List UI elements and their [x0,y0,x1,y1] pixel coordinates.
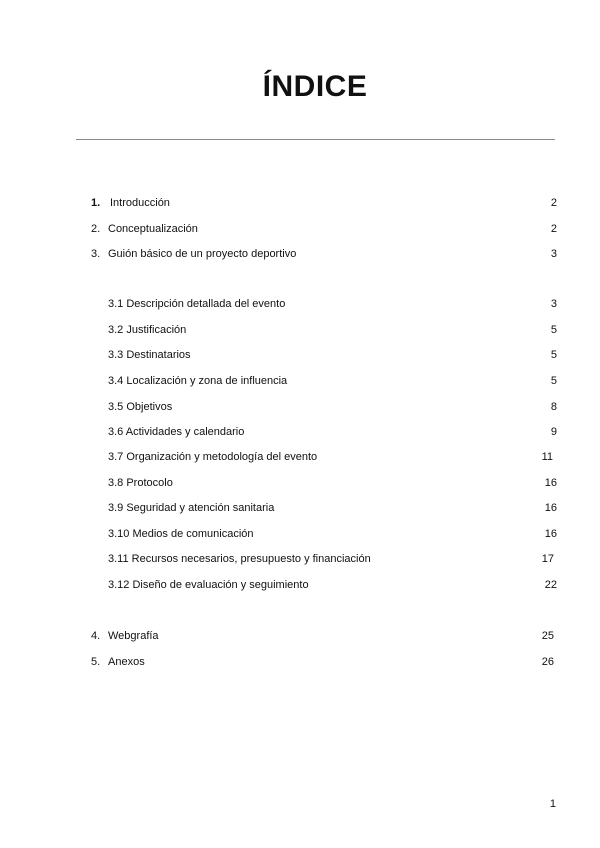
toc-entry-page: 26 [541,656,554,668]
toc-entry-number: 3. [91,248,101,260]
toc-subentry-page: 5 [550,349,557,361]
toc-subentry-label: 3.4 Localización y zona de influencia [108,375,288,387]
toc-entry-number: 2. [91,223,101,235]
toc-entry-number: 5. [91,656,101,668]
toc-subentry-label: 3.3 Destinatarios [108,349,191,361]
toc-entry-label: Anexos [108,656,145,668]
toc-subentry-page: 16 [544,528,557,540]
page-title: ÍNDICE [262,70,368,103]
toc-entry-number: 4. [91,630,101,642]
toc-subentry-label: 3.7 Organización y metodología del evento [108,451,318,463]
toc-subentry-label: 3.5 Objetivos [108,401,173,413]
toc-subentry-label: 3.6 Actividades y calendario [108,426,245,438]
toc-entry-label: Webgrafía [108,630,159,642]
toc-subentry-label: 3.9 Seguridad y atención sanitaria [108,502,275,514]
toc-entry-page: 2 [550,223,557,235]
toc-entry-label: Guión básico de un proyecto deportivo [108,248,297,260]
title-divider [76,139,555,140]
toc-subentry-label: 3.11 Recursos necesarios, presupuesto y financiación [108,553,371,565]
toc-entry-page: 3 [550,248,557,260]
toc-subentry-page: 5 [550,375,557,387]
toc-subentry-page: 3 [550,298,557,310]
toc-subentry-page: 22 [544,579,557,591]
toc-subentry-page: 5 [550,324,557,336]
toc-entry-label: Introducción [110,197,170,209]
toc-entry-page: 25 [541,630,554,642]
toc-entry-page: 2 [550,197,557,209]
page-number: 1 [549,798,556,810]
toc-subentry-label: 3.10 Medios de comunicación [108,528,254,540]
toc-subentry-page: 8 [550,401,557,413]
toc-subentry-label: 3.8 Protocolo [108,477,173,489]
toc-subentry-page: 16 [544,502,557,514]
toc-subentry-label: 3.2 Justificación [108,324,187,336]
toc-subentry-page: 17 [541,553,554,565]
toc-subentry-page: 16 [544,477,557,489]
toc-subentry-page: 11 [541,451,553,463]
toc-subentry-label: 3.12 Diseño de evaluación y seguimiento [108,579,309,591]
toc-subentry-page: 9 [550,426,557,438]
toc-entry-number: 1. [91,197,101,209]
toc-subentry-label: 3.1 Descripción detallada del evento [108,298,286,310]
toc-entry-label: Conceptualización [108,223,198,235]
